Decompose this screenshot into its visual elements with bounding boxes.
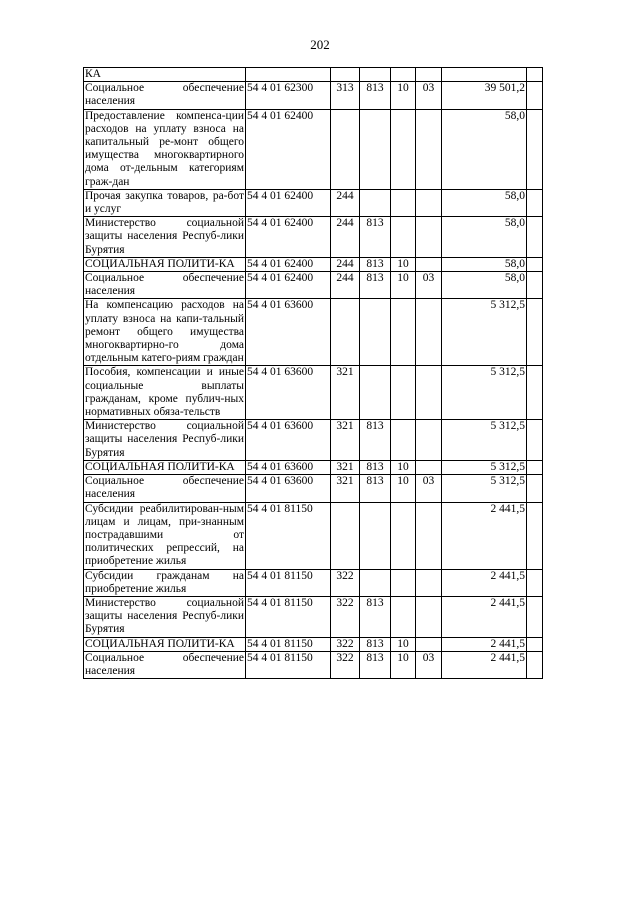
page-number: 202 — [310, 37, 330, 52]
empty-cell — [527, 272, 543, 299]
item-name-cell: Министерство социальной защиты населения Респуб-лики Бурятия — [85, 420, 244, 459]
subsection-cell — [416, 366, 442, 420]
amount-cell: 58,0 — [442, 217, 527, 258]
target-code-cell: 54 4 01 63600 — [246, 299, 331, 366]
budget-table — [83, 67, 543, 679]
expense-type-cell: 321 — [331, 475, 360, 502]
table-row — [84, 68, 543, 82]
section-cell: 10 — [391, 637, 416, 651]
ministry-code-cell: 813 — [360, 637, 391, 651]
table-row — [84, 82, 543, 109]
target-code-cell: 54 4 01 62300 — [246, 82, 331, 109]
item-name-cell: Прочая закупка товаров, ра-бот и услуг — [85, 189, 244, 216]
section-cell: 10 — [391, 651, 416, 678]
section-cell: 10 — [391, 257, 416, 271]
empty-cell — [527, 257, 543, 271]
ministry-code-cell — [360, 366, 391, 420]
empty-cell — [527, 475, 543, 502]
target-code-cell: 54 4 01 62400 — [246, 109, 331, 189]
item-name-cell: Пособия, компенсации и иные социальные выплаты гражданам, кроме публич-ных нормативных обяза-тельств — [85, 366, 244, 419]
target-code-cell: 54 4 01 81150 — [246, 651, 331, 678]
ministry-code-cell: 813 — [360, 651, 391, 678]
budget-table-body — [84, 68, 543, 679]
target-code-cell: 54 4 01 81150 — [246, 502, 331, 569]
empty-cell — [527, 68, 543, 82]
section-cell — [391, 217, 416, 258]
expense-type-cell: 313 — [331, 82, 360, 109]
ministry-code-cell: 813 — [360, 217, 391, 258]
empty-cell — [527, 217, 543, 258]
amount-cell — [442, 68, 527, 82]
item-name-cell: СОЦИАЛЬНАЯ ПОЛИТИ-КА — [84, 257, 246, 271]
amount-cell: 5 312,5 — [442, 420, 527, 461]
subsection-cell: 03 — [416, 651, 442, 678]
empty-cell — [527, 189, 543, 216]
table-row — [84, 651, 543, 678]
section-cell — [391, 569, 416, 596]
amount-cell: 2 441,5 — [442, 596, 527, 637]
item-name-cell: На компенсацию расходов на уплату взноса на капи-тальный ремонт общего имущества многоквартирно-го дома отдельным катего-риям граждан — [85, 299, 244, 365]
target-code-cell: 54 4 01 63600 — [246, 366, 331, 420]
target-code-cell: 54 4 01 63600 — [246, 420, 331, 461]
subsection-cell — [416, 299, 442, 366]
subsection-cell — [416, 217, 442, 258]
amount-cell: 39 501,2 — [442, 82, 527, 109]
ministry-code-cell: 813 — [360, 460, 391, 474]
ministry-code-cell — [360, 189, 391, 216]
item-name-cell: Социальное обеспечение населения — [85, 272, 244, 298]
amount-cell: 58,0 — [442, 109, 527, 189]
table-row — [84, 637, 543, 651]
amount-cell: 58,0 — [442, 257, 527, 271]
subsection-cell — [416, 596, 442, 637]
amount-cell: 5 312,5 — [442, 475, 527, 502]
subsection-cell — [416, 502, 442, 569]
expense-type-cell: 322 — [331, 596, 360, 637]
ministry-code-cell: 813 — [360, 272, 391, 299]
target-code-cell: 54 4 01 63600 — [246, 475, 331, 502]
table-row — [84, 502, 543, 569]
subsection-cell — [416, 257, 442, 271]
target-code-cell: 54 4 01 62400 — [246, 217, 331, 258]
ministry-code-cell: 813 — [360, 420, 391, 461]
subsection-cell: 03 — [416, 82, 442, 109]
expense-type-cell: 321 — [331, 366, 360, 420]
amount-cell: 2 441,5 — [442, 502, 527, 569]
expense-type-cell: 322 — [331, 651, 360, 678]
subsection-cell — [416, 569, 442, 596]
ministry-code-cell — [360, 569, 391, 596]
table-row — [84, 272, 543, 299]
table-row — [84, 217, 543, 258]
item-name-cell: КА — [84, 68, 246, 82]
target-code-cell: 54 4 01 81150 — [246, 596, 331, 637]
expense-type-cell: 321 — [331, 420, 360, 461]
amount-cell: 5 312,5 — [442, 366, 527, 420]
table-row — [84, 460, 543, 474]
section-cell — [391, 68, 416, 82]
target-code-cell: 54 4 01 81150 — [246, 637, 331, 651]
empty-cell — [527, 651, 543, 678]
amount-cell: 58,0 — [442, 272, 527, 299]
item-name-cell: Министерство социальной защиты населения Респуб-лики Бурятия — [85, 217, 244, 256]
amount-cell: 58,0 — [442, 189, 527, 216]
subsection-cell — [416, 637, 442, 651]
section-cell — [391, 596, 416, 637]
item-name-cell: Социальное обеспечение населения — [85, 475, 244, 501]
empty-cell — [527, 596, 543, 637]
empty-cell — [527, 569, 543, 596]
subsection-cell — [416, 109, 442, 189]
expense-type-cell: 244 — [331, 217, 360, 258]
item-name-cell: Министерство социальной защиты населения Респуб-лики Бурятия — [85, 596, 244, 636]
expense-type-cell — [331, 502, 360, 569]
subsection-cell: 03 — [416, 272, 442, 299]
section-cell: 10 — [391, 82, 416, 109]
section-cell — [391, 502, 416, 569]
expense-type-cell — [331, 68, 360, 82]
section-cell — [391, 420, 416, 461]
table-row — [84, 596, 543, 637]
target-code-cell: 54 4 01 63600 — [246, 460, 331, 474]
ministry-code-cell — [360, 299, 391, 366]
expense-type-cell — [331, 109, 360, 189]
ministry-code-cell: 813 — [360, 596, 391, 637]
subsection-cell — [416, 189, 442, 216]
expense-type-cell: 322 — [331, 569, 360, 596]
empty-cell — [527, 366, 543, 420]
target-code-cell: 54 4 01 62400 — [246, 257, 331, 271]
expense-type-cell: 322 — [331, 637, 360, 651]
ministry-code-cell: 813 — [360, 257, 391, 271]
table-row — [84, 189, 543, 216]
empty-cell — [527, 502, 543, 569]
amount-cell: 5 312,5 — [442, 460, 527, 474]
section-cell — [391, 366, 416, 420]
ministry-code-cell — [360, 68, 391, 82]
subsection-cell — [416, 420, 442, 461]
ministry-code-cell — [360, 109, 391, 189]
table-row — [84, 366, 543, 420]
amount-cell: 2 441,5 — [442, 637, 527, 651]
empty-cell — [527, 109, 543, 189]
expense-type-cell: 244 — [331, 257, 360, 271]
section-cell: 10 — [391, 475, 416, 502]
section-cell — [391, 189, 416, 216]
subsection-cell — [416, 68, 442, 82]
empty-cell — [527, 637, 543, 651]
empty-cell — [527, 299, 543, 366]
table-row — [84, 257, 543, 271]
target-code-cell: 54 4 01 62400 — [246, 272, 331, 299]
table-row — [84, 475, 543, 502]
subsection-cell — [416, 460, 442, 474]
expense-type-cell: 244 — [331, 272, 360, 299]
table-row — [84, 569, 543, 596]
target-code-cell: 54 4 01 81150 — [246, 569, 331, 596]
table-row — [84, 299, 543, 366]
table-row — [84, 109, 543, 189]
amount-cell: 2 441,5 — [442, 651, 527, 678]
section-cell — [391, 109, 416, 189]
expense-type-cell: 244 — [331, 189, 360, 216]
target-code-cell: 54 4 01 62400 — [246, 189, 331, 216]
ministry-code-cell: 813 — [360, 82, 391, 109]
amount-cell: 5 312,5 — [442, 299, 527, 366]
item-name-cell: Субсидии гражданам на приобретение жилья — [85, 569, 244, 595]
subsection-cell: 03 — [416, 475, 442, 502]
section-cell: 10 — [391, 272, 416, 299]
empty-cell — [527, 420, 543, 461]
ministry-code-cell — [360, 502, 391, 569]
empty-cell — [527, 82, 543, 109]
empty-cell — [527, 460, 543, 474]
item-name-cell: Субсидии реабилитирован-ным лицам и лицам, при-знанным пострадавшими от политических репрессий, на приобретение жилья — [85, 502, 244, 568]
table-row — [84, 420, 543, 461]
item-name-cell: СОЦИАЛЬНАЯ ПОЛИТИ-КА — [84, 637, 246, 651]
expense-type-cell — [331, 299, 360, 366]
section-cell: 10 — [391, 460, 416, 474]
expense-type-cell: 321 — [331, 460, 360, 474]
amount-cell: 2 441,5 — [442, 569, 527, 596]
item-name-cell: СОЦИАЛЬНАЯ ПОЛИТИ-КА — [84, 460, 246, 474]
item-name-cell: Предоставление компенса-ции расходов на уплату взноса на капитальный ре-монт общего имущества многоквартирного дома от-дельным категориям граж-дан — [85, 109, 244, 188]
item-name-cell: Социальное обеспечение населения — [85, 651, 244, 677]
target-code-cell — [246, 68, 331, 82]
section-cell — [391, 299, 416, 366]
ministry-code-cell: 813 — [360, 475, 391, 502]
item-name-cell: Социальное обеспечение населения — [85, 82, 244, 108]
